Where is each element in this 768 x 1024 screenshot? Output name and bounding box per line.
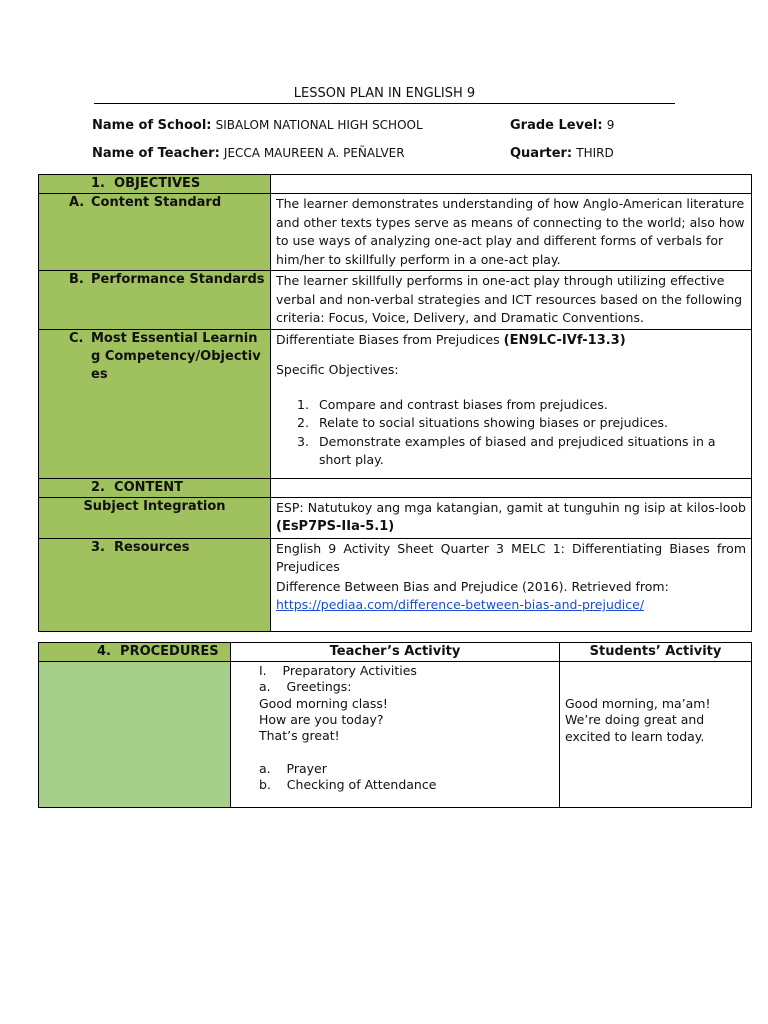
resource-link[interactable]: https://pediaa.com/difference-between-bias-and-prejudice/ (276, 597, 645, 612)
grade-value: 9 (606, 118, 615, 132)
objective-text: Relate to social situations showing biases or prejudices. (319, 415, 669, 430)
content-standard-letter: A. (69, 195, 85, 210)
subject-integration-label: Subject Integration (83, 498, 226, 514)
specific-objective-item (297, 396, 723, 415)
student-line: Good morning, ma’am! (565, 696, 711, 711)
teacher-line (259, 744, 559, 760)
teacher-line: That’s great! (259, 728, 340, 744)
teacher-line: Good morning class! (259, 695, 388, 711)
lesson-plan-table (38, 174, 752, 632)
students-activity-header-cell (560, 643, 752, 662)
teacher-activity-list (231, 662, 559, 793)
students-activity-list (560, 662, 751, 745)
melc-letter: C. (69, 330, 84, 346)
objectives-heading: OBJECTIVES (114, 176, 201, 191)
student-line: excited to learn today. (565, 728, 705, 744)
objective-number: 1. (297, 396, 309, 412)
teacher-value: JECCA MAUREEN A. PEÑALVER (223, 146, 405, 160)
objective-text: Demonstrate examples of biased and prejudiced situations in a short play. (319, 433, 716, 467)
melc-label: Most Essential Learning Competency/Objectives (91, 330, 261, 382)
melc-label-cell (39, 329, 271, 478)
procedures-side-cell (39, 662, 231, 808)
content-heading-cell (39, 478, 271, 497)
performance-standards-label: Performance Standards (91, 272, 265, 287)
melc-competency: Differentiate Biases from Prejudices (276, 331, 504, 347)
melc-code: (EN9LC-IVf-13.3) (503, 332, 626, 348)
resources-line1: English 9 Activity Sheet Quarter 3 MELC 1: Differentiating Biases from Prejudices (276, 540, 746, 574)
teacher-line: I. Preparatory Activities (259, 663, 417, 678)
subject-integration-label-cell (39, 497, 271, 538)
teacher-field (92, 146, 405, 161)
specific-objective-item (297, 414, 723, 433)
teacher-line: a. Greetings: (259, 679, 352, 695)
teacher-line: b. Checking of Attendance (259, 777, 437, 793)
student-line: We’re doing great and (565, 712, 705, 728)
content-blank-cell (271, 478, 752, 497)
school-field (92, 118, 423, 133)
resources-line2: Difference Between Bias and Prejudice (2016). Retrieved from: (276, 578, 669, 594)
resources-cell (271, 538, 752, 631)
teacher-activity-header: Teacher’s Activity (329, 644, 461, 659)
teacher-label: Name of Teacher: (92, 146, 220, 161)
subject-integration-text: ESP: Natutukoy ang mga katangian, gamit at tunguhin ng isip at kilos-loob (276, 499, 746, 515)
performance-standards-label-cell (39, 271, 271, 330)
specific-objectives-heading: Specific Objectives: (276, 362, 399, 377)
objectives-heading-cell (39, 175, 271, 194)
procedures-heading-cell (39, 643, 231, 662)
resources-num: 3. (91, 539, 105, 555)
grade-label: Grade Level: (510, 118, 603, 133)
school-label: Name of School: (92, 118, 212, 133)
procedures-heading: PROCEDURES (120, 644, 219, 659)
students-activity-cell (560, 662, 752, 808)
quarter-label: Quarter: (510, 146, 573, 161)
teacher-line: a. Prayer (259, 760, 327, 776)
specific-objective-item (297, 433, 723, 470)
students-activity-header: Students’ Activity (589, 644, 722, 659)
objectives-blank-cell (271, 175, 752, 194)
content-standard-label-cell (39, 194, 271, 271)
objective-text: Compare and contrast biases from prejudices. (319, 396, 608, 412)
procedures-num: 4. (97, 644, 111, 659)
content-standard-text: The learner demonstrates understanding of how Anglo-American literature and other texts types serve as means of connecting to the world; also how to use ways of analyzing one-act play and different forms of verbals for him/her to skillfully perform in a one-act play. (276, 196, 745, 267)
teacher-activity-header-cell (231, 643, 560, 662)
content-num: 2. (91, 479, 105, 495)
subject-integration-code: (EsP7PS-IIa-5.1) (276, 519, 395, 534)
melc-cell (271, 329, 752, 478)
quarter-field (510, 146, 614, 161)
content-standard-cell (271, 194, 752, 271)
resources-heading: Resources (114, 539, 190, 555)
teacher-line: How are you today? (259, 711, 384, 727)
grade-field (510, 118, 614, 133)
content-heading: CONTENT (114, 479, 184, 495)
content-standard-label: Content Standard (91, 195, 222, 210)
teacher-activity-cell (231, 662, 560, 808)
performance-standards-letter: B. (69, 272, 84, 287)
objective-number: 3. (297, 433, 309, 449)
subject-integration-cell (271, 497, 752, 538)
objective-number: 2. (297, 415, 309, 430)
performance-standards-cell (271, 271, 752, 330)
specific-objectives-list (271, 380, 751, 470)
performance-standards-text: The learner skillfully performs in one-act play through utilizing effective verbal and non-verbal strategies and ICT resources based on the following criteria: Focus, Voice, Delivery, and Dramatic Conventions. (276, 273, 743, 325)
objectives-num: 1. (91, 176, 105, 191)
page-title: LESSON PLAN IN ENGLISH 9 (94, 86, 675, 104)
resources-label-cell (39, 538, 271, 631)
quarter-value: THIRD (576, 146, 614, 160)
school-value: SIBALOM NATIONAL HIGH SCHOOL (215, 118, 423, 132)
procedures-table (38, 642, 752, 808)
